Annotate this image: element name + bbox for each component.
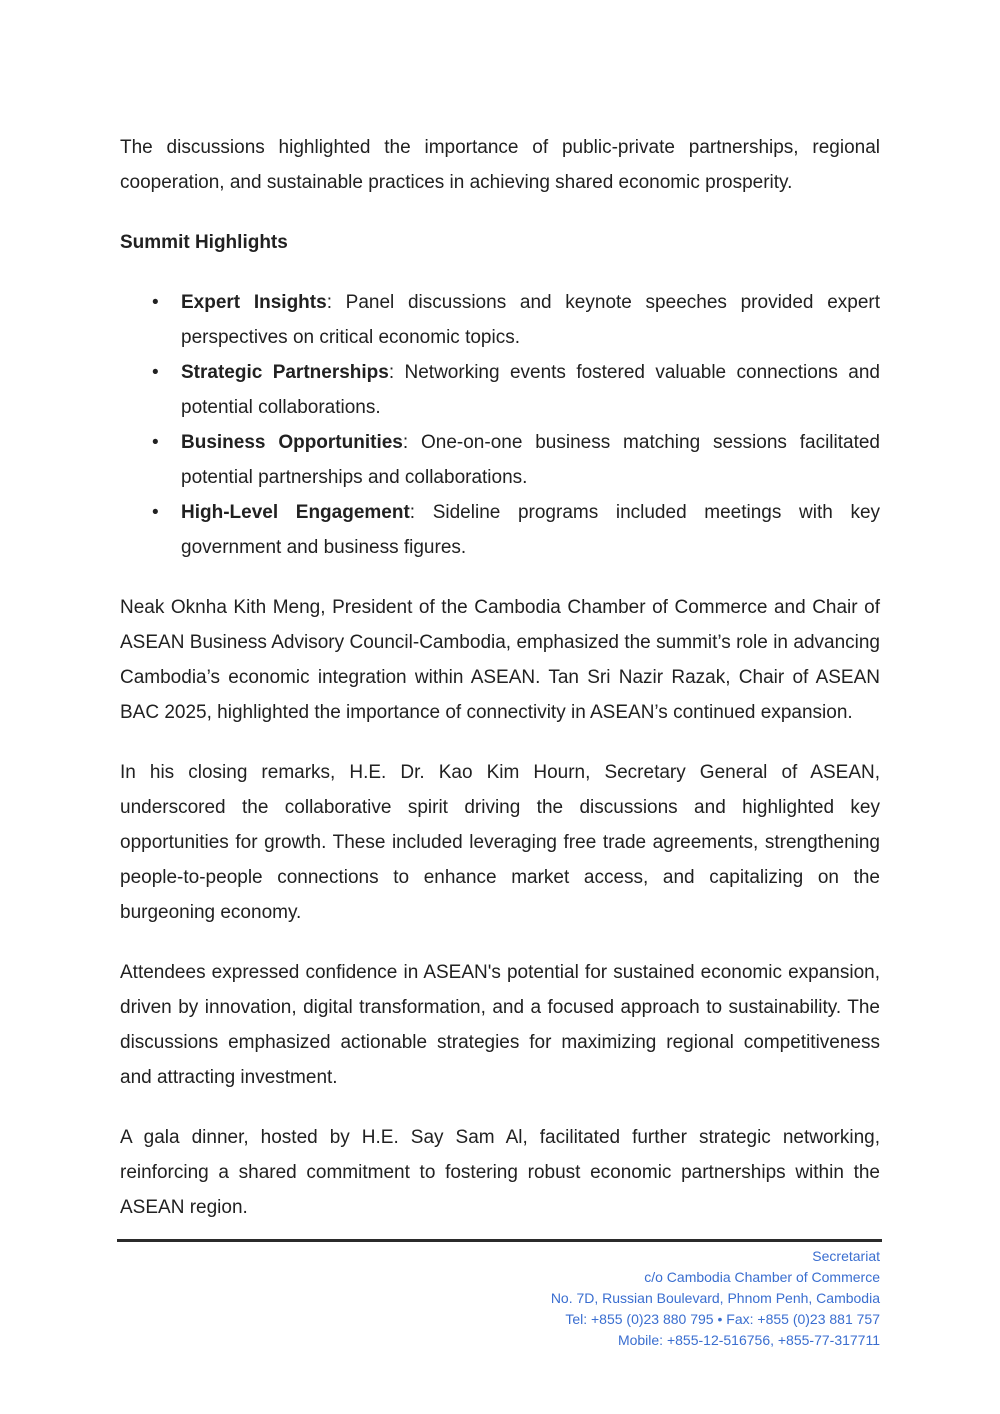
bullet-marker-icon: • — [152, 292, 159, 313]
footer-line: c/o Cambodia Chamber of Commerce — [644, 1269, 880, 1285]
bullet-description: : Panel discussions and keynote speeches provided expert perspectives on critical economic topics. — [181, 292, 881, 348]
bullet-description: : One-on-one business matching sessions facilitated potential partnerships and collaborations. — [181, 432, 880, 488]
bullet-term: Strategic Partnerships — [181, 362, 389, 383]
bullet-item — [152, 495, 881, 565]
paragraph: Attendees expressed confidence in ASEAN's potential for sustained economic expansion, driven by innovation, digital transformation, and a focused approach to sustainability. The discussions emphasized actionable strategies for maximizing regional competitiveness and attracting investment. — [120, 962, 880, 1088]
paragraph: In his closing remarks, H.E. Dr. Kao Kim Hourn, Secretary General of ASEAN, underscored the collaborative spirit driving the discussions and highlighted key opportunities for growth. These included leveraging free trade agreements, strengthening people-to-people connections to enhance market access, and capitalizing on the burgeoning economy. — [120, 762, 880, 923]
footer-line: No. 7D, Russian Boulevard, Phnom Penh, Cambodia — [550, 1290, 880, 1306]
footer-divider — [117, 1239, 882, 1242]
bullet-marker-icon: • — [152, 432, 159, 453]
footer-line: Mobile: +855-12-516756, +855-77-317711 — [617, 1332, 880, 1348]
body-paragraphs — [120, 590, 880, 1225]
bullet-item — [152, 285, 881, 355]
bullet-term: Expert Insights — [181, 292, 327, 313]
footer-line: Tel: +855 (0)23 880 795 • Fax: +855 (0)23 881 757 — [565, 1311, 880, 1327]
bullet-item — [152, 355, 881, 425]
bullet-term: Business Opportunities — [181, 432, 403, 453]
bullet-marker-icon: • — [152, 362, 159, 383]
bullet-item — [152, 425, 880, 495]
bullet-term: High-Level Engagement — [181, 502, 410, 523]
section-heading: Summit Highlights — [120, 232, 288, 253]
highlights-bullet-list — [120, 285, 880, 565]
footer-contact-block — [120, 1246, 880, 1351]
bullet-marker-icon: • — [152, 502, 159, 523]
paragraph: Neak Oknha Kith Meng, President of the Cambodia Chamber of Commerce and Chair of ASEAN Business Advisory Council-Cambodia, emphasized the summit’s role in advancing Cambodia’s economic integration within ASEAN. Tan Sri Nazir Razak, Chair of ASEAN BAC 2025, highlighted the importance of connectivity in ASEAN’s continued expansion. — [120, 597, 880, 723]
intro-paragraph: The discussions highlighted the importance of public-private partnerships, regional cooperation, and sustainable practices in achieving shared economic prosperity. — [120, 137, 880, 193]
bullet-description: : Sideline programs included meetings with key government and business figures. — [181, 502, 881, 558]
bullet-description: : Networking events fostered valuable connections and potential collaborations. — [181, 362, 881, 418]
paragraph: A gala dinner, hosted by H.E. Say Sam Al, facilitated further strategic networking, reinforcing a shared commitment to fostering robust economic partnerships within the ASEAN region. — [120, 1127, 880, 1218]
footer-line: Secretariat — [812, 1248, 880, 1264]
